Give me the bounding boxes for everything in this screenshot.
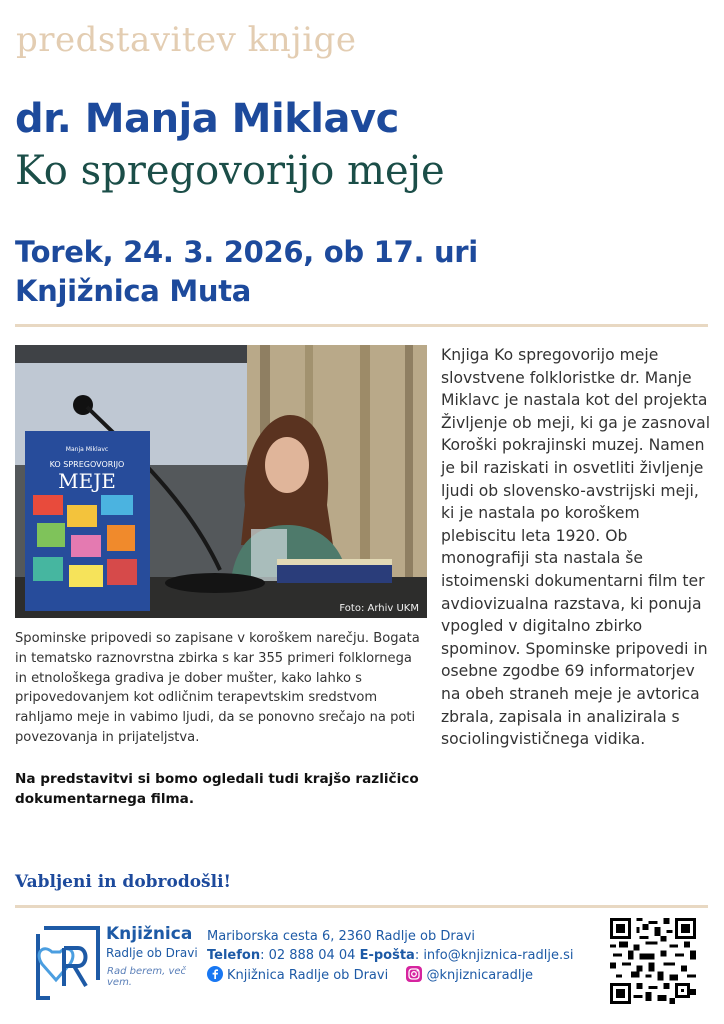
logo-name: Knjižnica: [106, 924, 193, 944]
event-type: predstavitev knjige: [16, 20, 357, 60]
logo-tagline: Rad berem, več vem.: [107, 966, 187, 988]
event-photo: [15, 345, 427, 618]
event-location: Knjižnica Muta: [15, 274, 252, 308]
author-name: dr. Manja Miklavc: [15, 96, 399, 142]
instagram-link[interactable]: @knjiznicaradlje: [426, 968, 534, 983]
facebook-link[interactable]: Knjižnica Radlje ob Dravi: [227, 968, 389, 983]
event-date-time: Torek, 24. 3. 2026, ob 17. uri: [15, 235, 478, 269]
social-line: [207, 966, 533, 986]
footer-divider: [15, 905, 708, 908]
email-value[interactable]: : info@knjiznica-radlje.si: [414, 948, 574, 963]
description-right: Knjiga Ko spregovorijo meje slovstvene folkloristke dr. Manje Miklavc je nastala kot del projekta Življenje ob meji, ki ga je zasnoval Koroški pokrajinski muzej. Namen je bil raziskati in osvetliti življenje ljudi ob slovensko-avstrijski meji, ki je nastala po koroškem plebiscitu leta 1920. Ob monografiji sta nastala še istoimenski dokumentarni film ter avdiovizualna razstava, ki ponuja vpogled v digitalno zbirko spominov. Spominske pripovedi in osebne zgodbe 69 informatorjev na obeh straneh meje je avtorica zbrala, zapisala in analizirala s sociolingvističnega vidika.: [441, 346, 711, 749]
book-cover-title-big: MEJE: [58, 469, 116, 493]
address: Mariborska cesta 6, 2360 Radlje ob Dravi: [207, 929, 476, 944]
qr-code-icon[interactable]: [610, 918, 696, 1004]
welcome-message: Vabljeni in dobrodošli!: [15, 872, 232, 892]
logo-sub: Radlje ob Dravi: [106, 946, 198, 960]
instagram-icon: [406, 966, 422, 986]
book-title: Ko spregovorijo meje: [15, 148, 445, 194]
book-cover-title-small: KO SPREGOVORIJO: [49, 460, 125, 469]
film-note: Na predstavitvi si bomo ogledali tudi krajšo različico dokumentarnega filma.: [15, 771, 419, 807]
book-cover-author: Manja Miklavc: [65, 446, 109, 453]
library-logo-icon: [30, 922, 104, 1004]
contact-line: [207, 948, 573, 963]
facebook-icon: [207, 966, 223, 986]
divider: [15, 324, 708, 327]
phone-label: Telefon: [207, 948, 261, 963]
photo-credit: Foto: Arhiv UKM: [339, 603, 419, 614]
phone-value[interactable]: : 02 888 04 04: [260, 948, 360, 963]
email-label: E-pošta: [359, 948, 415, 963]
photo-illustration: [15, 345, 427, 618]
description-left: Spominske pripovedi so zapisane v koroškem narečju. Bogata in tematsko raznovrstna zbirka s kar 355 primeri folklornega in etnološkega gradiva je dober mušter, kako lahko s pripovedovanjem kot odličnim terapevtskim sredstvom rahljamo meje in vabimo ljudi, da se ponovno srečajo na poti povezovanja in prijateljstva.: [15, 631, 420, 745]
